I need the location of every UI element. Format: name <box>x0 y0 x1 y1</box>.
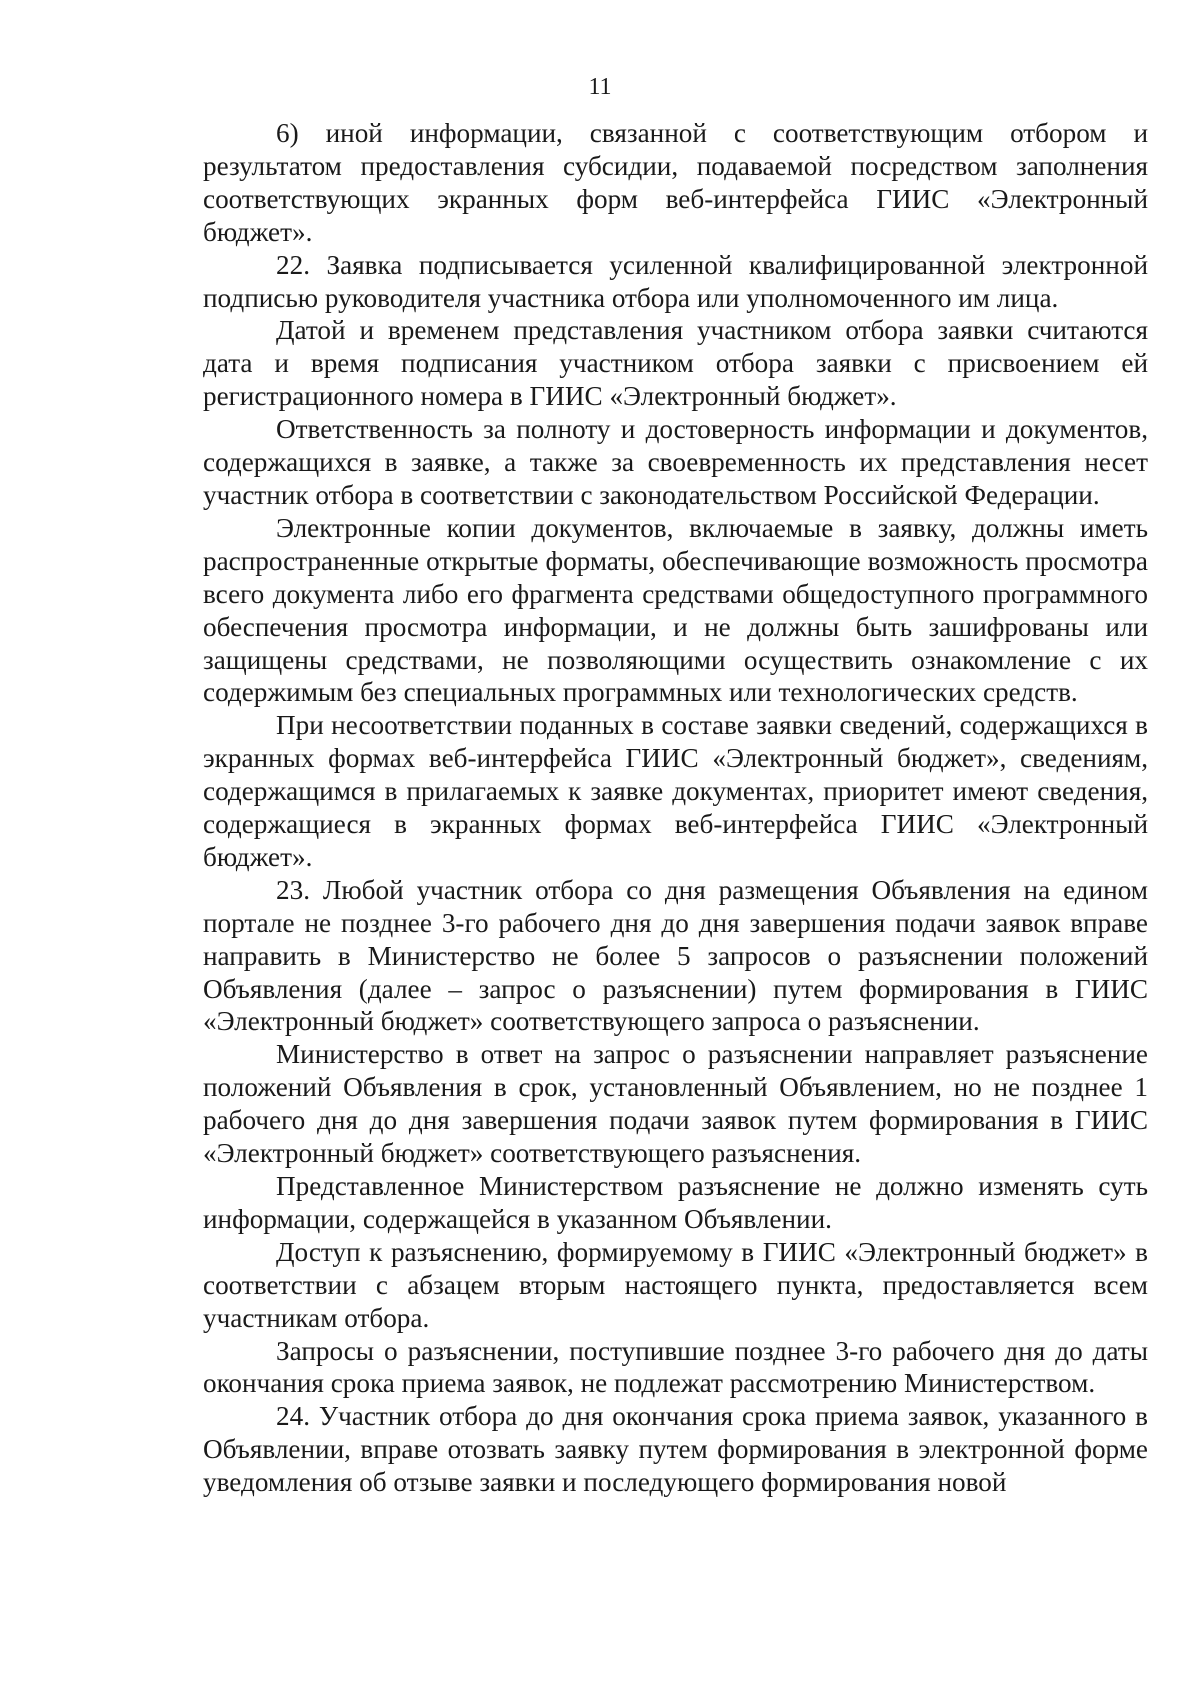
paragraph-responsibility: Ответственность за полноту и достоверность информации и документов, содержащихся в заявке, а также за своевременность их представления несет участник отбора в соответствии с законодательством Российской Федерации. <box>203 414 1148 510</box>
paragraph-electronic-copies: Электронные копии документов, включаемые в заявку, должны иметь распространенные открытые форматы, обеспечивающие возможность просмотра всего документа либо его фрагмента средствами общедоступного программного обеспечения просмотра информации, и не должны быть зашифрованы или защищены средствами, не позволяющими осуществить ознакомление с их содержимым без специальных программных или технологических средств. <box>203 512 1148 708</box>
paragraph-item-6: 6) иной информации, связанной с соответствующим отбором и результатом предоставления субсидии, подаваемой посредством заполнения соответствующих экранных форм веб-интерфейса ГИИС «Электронный бюджет». <box>203 118 1148 247</box>
paragraph-clause-23: 23. Любой участник отбора со дня размещения Объявления на едином портале не позднее 3-го рабочего дня до дня завершения подачи заявок вправе направить в Министерство не более 5 запросов о разъяснении положений Объявления (далее – запрос о разъяснении) путем формирования в ГИИС «Электронный бюджет» соответствующего запроса о разъяснении. <box>203 874 1148 1037</box>
paragraph-discrepancy-priority: При несоответствии поданных в составе заявки сведений, содержащихся в экранных формах веб-интерфейса ГИИС «Электронный бюджет», сведениям, содержащимся в прилагаемых к заявке документах, приоритет имеют сведения, содержащиеся в экранных формах веб-интерфейса ГИИС «Электронный бюджет». <box>203 710 1148 872</box>
paragraph-clarification-access: Доступ к разъяснению, формируемому в ГИИС «Электронный бюджет» в соответствии с абзацем вторым настоящего пункта, предоставляется всем участникам отбора. <box>203 1236 1148 1333</box>
paragraph-ministry-response: Министерство в ответ на запрос о разъяснении направляет разъяснение положений Объявления в срок, установленный Объявлением, но не позднее 1 рабочего дня до дня завершения подачи заявок путем формирования в ГИИС «Электронный бюджет» соответствующего разъяснения. <box>203 1039 1148 1169</box>
document-body <box>203 117 1148 1499</box>
paragraph-submission-date: Датой и временем представления участником отбора заявки считаются дата и время подписания участником отбора заявки с присвоением ей регистрационного номера в ГИИС «Электронный бюджет». <box>203 315 1148 412</box>
paragraph-clarification-scope: Представленное Министерством разъяснение не должно изменять суть информации, содержащейся в указанном Объявлении. <box>203 1171 1148 1234</box>
paragraph-clause-24: 24. Участник отбора до дня окончания срока приема заявок, указанного в Объявлении, вправе отозвать заявку путем формирования в электронной форме уведомления об отзыве заявки и последующего формирования новой <box>203 1401 1148 1498</box>
paragraph-late-requests: Запросы о разъяснении, поступившие позднее 3-го рабочего дня до даты окончания срока приема заявок, не подлежат рассмотрению Министерством. <box>203 1335 1148 1399</box>
page-number: 11 <box>588 74 612 100</box>
paragraph-clause-22: 22. Заявка подписывается усиленной квалифицированной электронной подписью руководителя участника отбора или уполномоченного им лица. <box>203 249 1148 313</box>
